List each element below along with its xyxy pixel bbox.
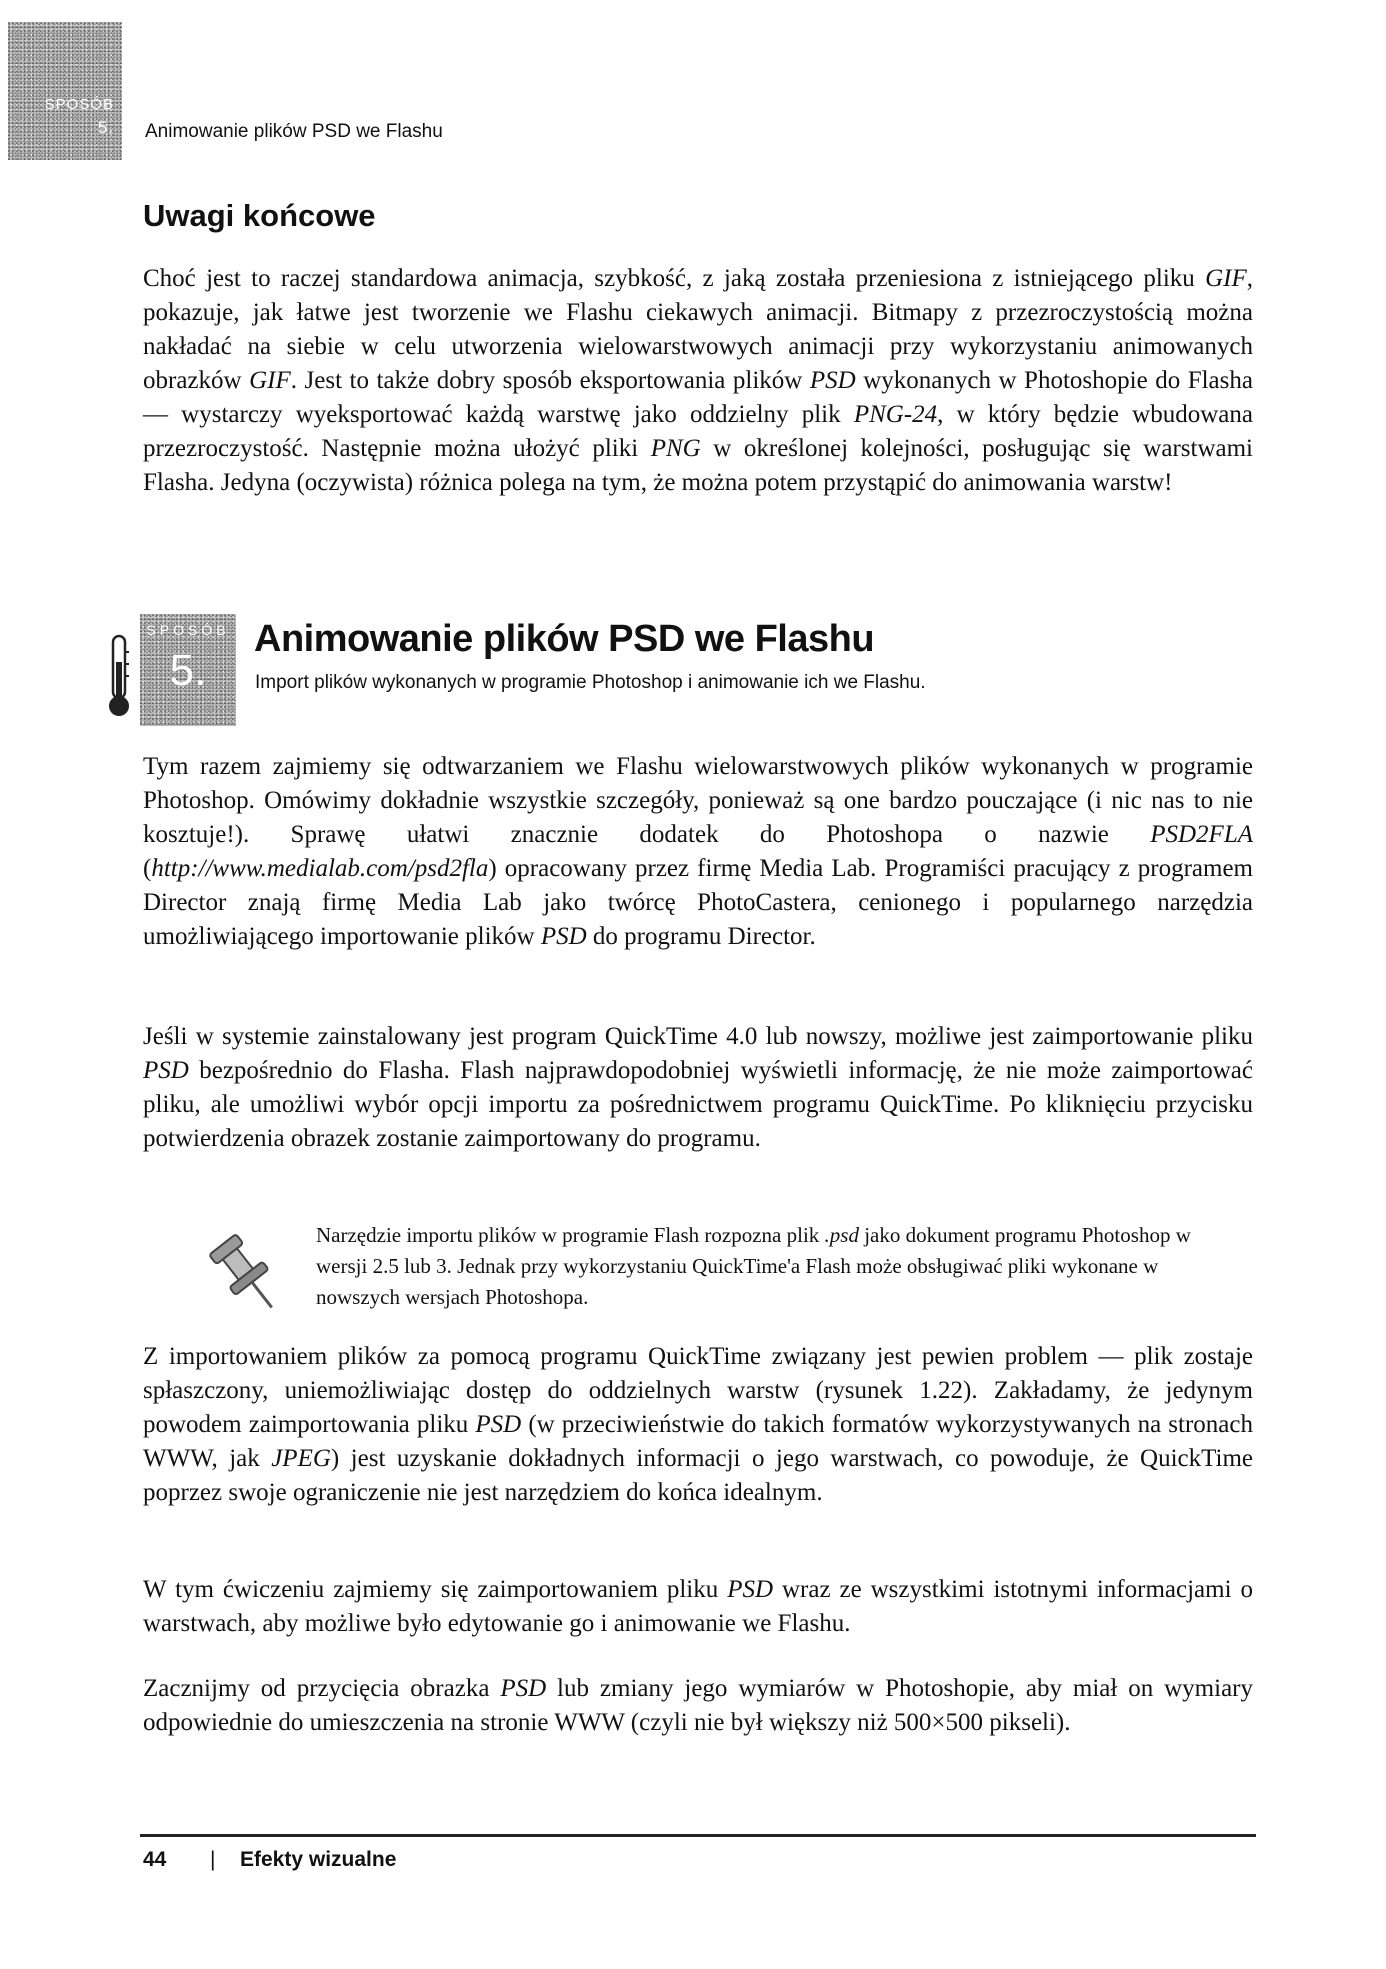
footer-book-title: Efekty wizualne (240, 1848, 397, 1871)
tip-note: Narzędzie importu plików w programie Flash rozpozna plik .psd jako dokument programu Photoshop w wersji 2.5 lub 3. Jednak przy wykorzystaniu QuickTime'a Flash może obsługiwać pliki wykonane w nowszych wersjach Photoshopa. (316, 1223, 1191, 1309)
body-paragraph-5: Zacznijmy od przycięcia obrazka PSD lub zmiany jego wymiarów w Photoshopie, aby miał on wymiary odpowiednie do umieszczenia na stronie WWW (czyli nie był większy niż 500×500 pikseli). (143, 1675, 1253, 1736)
italic-term: GIF (1205, 265, 1247, 292)
italic-term: PSD (475, 1411, 522, 1438)
section-subtitle: Import plików wykonanych w programie Photoshop i animowanie ich we Flashu. (255, 672, 926, 693)
body-paragraph-1: Tym razem zajmiemy się odtwarzaniem we Flashu wielowarstwowych plików wykonanych w programie Photoshop. Omówimy dokładnie wszystkie szczegóły, ponieważ są one bardzo pouczające (i nic nas to nie kosztuje!). Sprawę ułatwi znacznie dodatek do Photoshopa o nazwie PSD2FLA (http://www.medialab.com/psd2fla) opracowany przez firmę Media Lab. Programiści pracujący z programem Director znają firmę Media Lab jako twórcę PhotoCastera, cenionego i popularnego narzędzia umożliwiającego importowanie plików PSD do programu Director. (143, 753, 1253, 950)
italic-term: GIF (249, 367, 291, 394)
thermometer-icon (104, 632, 134, 722)
body-paragraph-3: Z importowaniem plików za pomocą programu QuickTime związany jest pewien problem — plik zostaje spłaszczony, uniemożliwiając dostęp do oddzielnych warstw (rysunek 1.22). Zakładamy, że jedynym powodem zaimportowania pliku PSD (w przeciwieństwie do takich formatów wykorzystywanych na stronach WWW, jak JPEG) jest uzyskanie dokładnych informacji o jego warstwach, co powoduje, że QuickTime poprzez swoje ograniczenie nie jest narzędziem do końca idealnym. (143, 1343, 1253, 1506)
italic-term: PSD2FLA (1150, 821, 1253, 848)
chapter-tab (8, 22, 122, 160)
italic-term: PSD (540, 923, 587, 950)
italic-term: JPEG (271, 1445, 331, 1472)
body-paragraph-2: Jeśli w systemie zainstalowany jest program QuickTime 4.0 lub nowszy, możliwe jest zaimportowanie pliku PSD bezpośrednio do Flasha. Flash najprawdopodobniej wyświetli informację, że nie może zaimportować pliku, ale umożliwi wybór opcji importu za pośrednictwem programu QuickTime. Po kliknięciu przycisku potwierdzenia obrazek zostanie zaimportowany do programu. (143, 1023, 1253, 1152)
chapter-tab-label: SPOSÓB (44, 96, 114, 113)
italic-term: PSD (143, 1057, 189, 1084)
page-number: 44 (143, 1848, 167, 1871)
section-badge-label: SPOSÓB (146, 622, 230, 638)
italic-term: PNG (650, 435, 701, 462)
closing-paragraph: Choć jest to raczej standardowa animacja, szybkość, z jaką została przeniesiona z istniejącego pliku GIF, pokazuje, jak łatwe jest tworzenie we Flashu ciekawych animacji. Bitmapy z przezroczystością można nakładać na siebie w celu utworzenia wielowarstwowych animacji przy wykorzystaniu animowanych obrazków GIF. Jest to także dobry sposób eksportowania plików PSD wykonanych w Photoshopie do Flasha — wystarczy wyeksportować każdą warstwę jako oddzielny plik PNG-24, w który będzie wbudowana przezroczystość. Następnie można ułożyć pliki PNG w określonej kolejności, posługując się warstwami Flasha. Jedyna (oczywista) różnica polega na tym, że można potem przystąpić do animowania warstw! (143, 265, 1253, 496)
body-paragraph-4: W tym ćwiczeniu zajmiemy się zaimportowaniem pliku PSD wraz ze wszystkimi istotnymi informacjami o warstwach, aby możliwe było edytowanie go i animowanie we Flashu. (143, 1576, 1253, 1637)
pushpin-icon (190, 1220, 300, 1320)
italic-term: http://www.medialab.com/psd2fla (151, 855, 489, 882)
footer-rule (140, 1834, 1256, 1837)
section-title: Animowanie plików PSD we Flashu (254, 618, 875, 660)
running-title: Animowanie plików PSD we Flashu (145, 121, 443, 142)
chapter-tab-number: 5. (97, 118, 114, 137)
closing-heading: Uwagi końcowe (143, 198, 376, 233)
footer-separator: | (210, 1848, 216, 1871)
italic-term: .psd (824, 1223, 859, 1247)
section-badge-number: 5. (169, 646, 207, 695)
section-badge (140, 614, 236, 726)
italic-term: PSD (727, 1576, 774, 1603)
italic-term: PSD (500, 1675, 547, 1702)
italic-term: PSD (809, 367, 856, 394)
italic-term: PNG-24 (853, 401, 938, 428)
